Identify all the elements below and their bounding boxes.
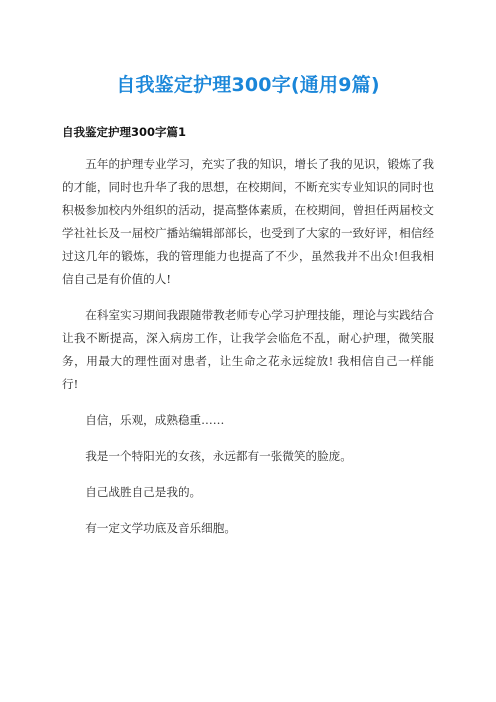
section-heading: 自我鉴定护理300字篇1: [62, 125, 187, 139]
paragraph: 有一定文学功底及音乐细胞。: [85, 521, 236, 535]
document-title: 自我鉴定护理300字(通用9篇): [116, 74, 380, 96]
paragraph: 在科室实习期间我跟随带教老师专心学习护理技能，理论与实践结合让我不断提高，深入病房工作，让我学会临危不乱，耐心护理，微笑服务，用最大的理性面对患者，让生命之花永远绽放! 我相信自己一样能行!: [62, 308, 434, 391]
paragraph: 自信，乐观，成熟稳重……: [85, 413, 225, 427]
paragraph: 五年的护理专业学习，充实了我的知识，增长了我的见识，锻炼了我的才能，同时也升华了我的思想，在校期间，不断充实专业知识的同时也积极参加校内外组织的活动，提高整体素质，在校期间，曾担任两届校文学社社长及一届校广播站编辑部部长，也受到了大家的一致好评，相信经过这几年的锻炼，我的管理能力也提高了不少，虽然我并不出众!但我相信自己是有价值的人!: [62, 157, 434, 286]
paragraph: 自己战胜自己是我的。: [85, 485, 202, 499]
document-body: [62, 153, 434, 553]
paragraph: 我是一个特阳光的女孩，永远都有一张微笑的脸庞。: [85, 449, 352, 463]
